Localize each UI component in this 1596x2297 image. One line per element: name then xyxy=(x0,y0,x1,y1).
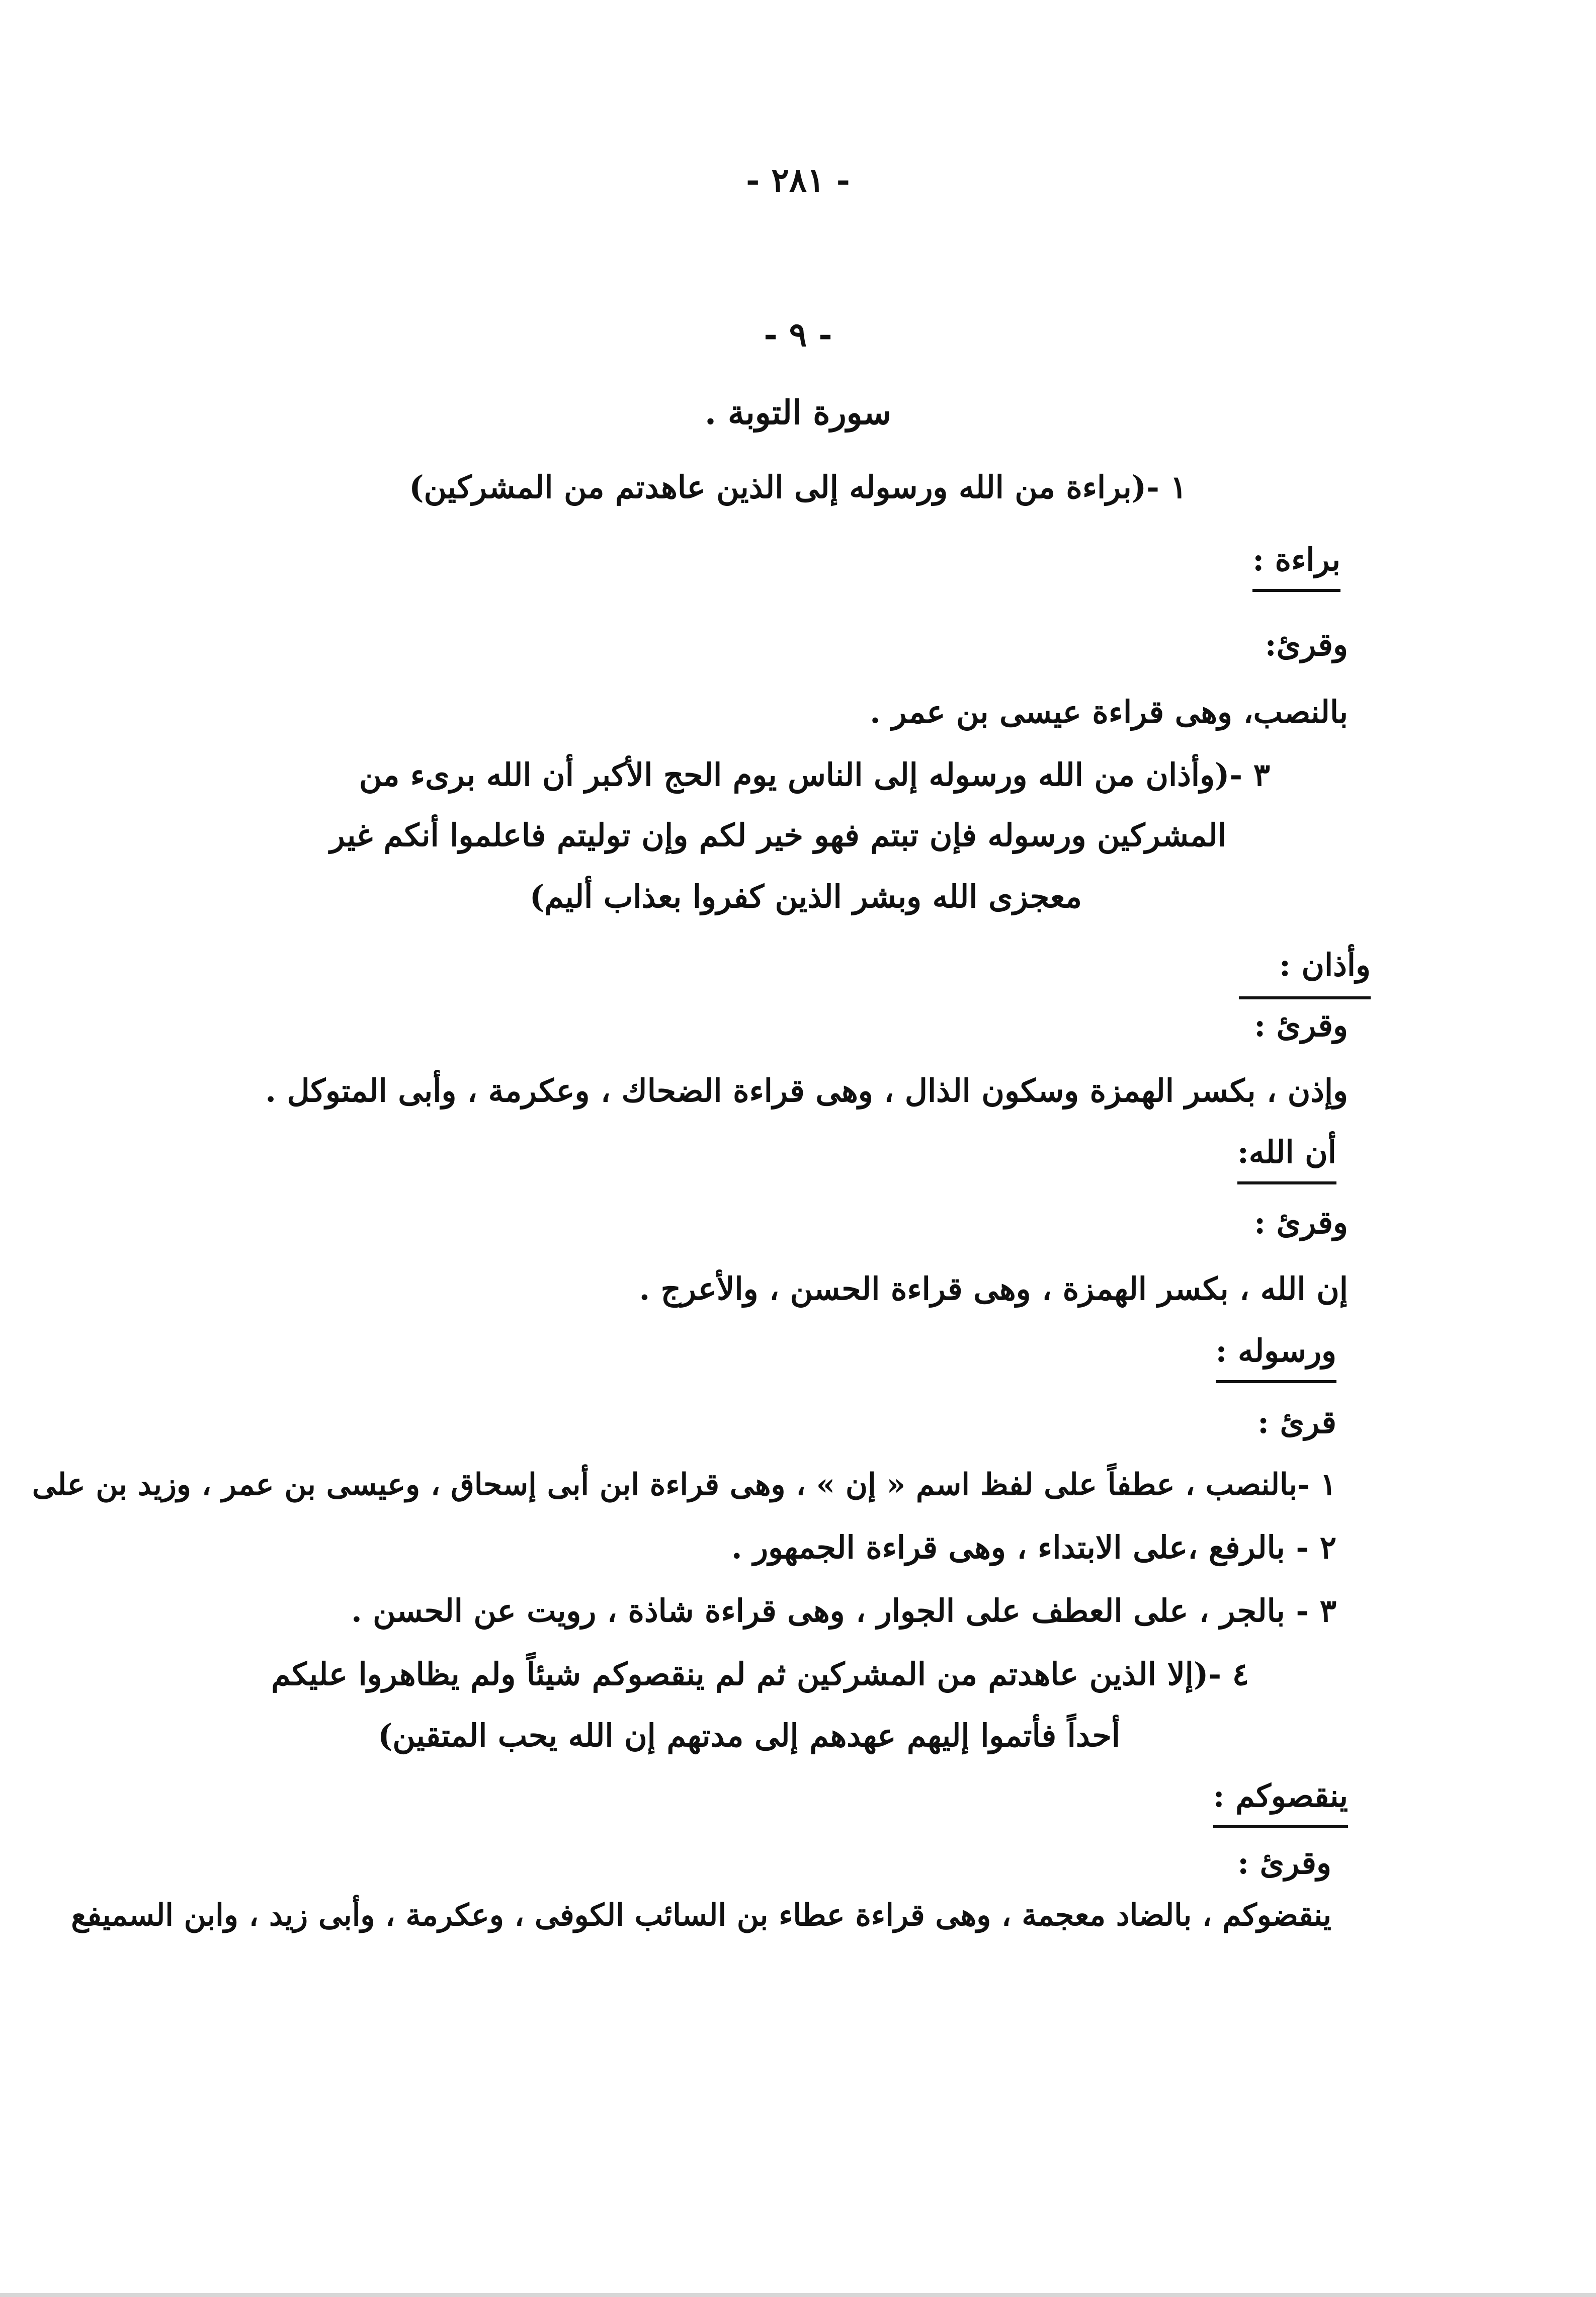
qurie-label-1: وقرئ: xyxy=(1265,626,1348,663)
reading-4-item-3: ٣ - بالجر ، على العطف على الجوار ، وهى قراءة شاذة ، رويت عن الحسن . xyxy=(351,1592,1336,1629)
page-number: - ٢٨١ - xyxy=(745,160,851,200)
qurie-label-5: وقرئ : xyxy=(1237,1844,1331,1881)
verse-3-line-2: المشركين ورسوله فإن تبتم فهو خير لكم وإن توليتم فاعلموا أنكم غير xyxy=(329,817,1226,854)
word-heading-2: وأذان : xyxy=(1239,947,1371,999)
reading-1: بالنصب، وهى قراءة عيسى بن عمر . xyxy=(870,694,1348,730)
surah-number: - ٩ - xyxy=(764,315,832,354)
word-heading-1: براءة : xyxy=(1252,541,1340,592)
verse-4-line-2: أحداً فأتموا إليهم عهدهم إلى مدتهم إن الله يحب المتقين) xyxy=(378,1717,1120,1754)
qurie-label-4: قرئ : xyxy=(1257,1404,1336,1440)
reading-3: إن الله ، بكسر الهمزة ، وهى قراءة الحسن ، والأعرج . xyxy=(639,1270,1348,1307)
page-bottom-edge xyxy=(0,2293,1596,2297)
qurie-label-2: وقرئ : xyxy=(1254,1007,1348,1044)
verse-1: ١ -(براءة من الله ورسوله إلى الذين عاهدتم من المشركين) xyxy=(409,469,1187,505)
verse-3-line-3: معجزى الله وبشر الذين كفروا بعذاب أليم) xyxy=(529,878,1082,915)
verse-3-line-1: ٣ -(وأذان من الله ورسوله إلى الناس يوم الحج الأكبر أن الله برىء من xyxy=(359,756,1270,793)
reading-2: وإذن ، بكسر الهمزة وسكون الذال ، وهى قراءة الضحاك ، وعكرمة ، وأبى المتوكل . xyxy=(265,1072,1348,1109)
reading-5: ينقضوكم ، بالضاد معجمة ، وهى قراءة عطاء بن السائب الكوفى ، وعكرمة ، وأبى زيد ، وابن السميفع xyxy=(71,1898,1331,1933)
word-heading-3: أن الله: xyxy=(1237,1134,1336,1184)
word-heading-4: ورسوله : xyxy=(1216,1332,1336,1383)
reading-4-item-2: ٢ - بالرفع ،على الابتداء ، وهى قراءة الجمهور . xyxy=(731,1529,1336,1566)
surah-title: سورة التوبة . xyxy=(705,393,891,432)
verse-4-line-1: ٤ -(إلا الذين عاهدتم من المشركين ثم لم ينقصوكم شيئاً ولم يظاهروا عليكم xyxy=(271,1656,1249,1692)
reading-4-item-1: ١ -بالنصب ، عطفاً على لفظ اسم « إن » ، وهى قراءة ابن أبى إسحاق ، وعيسى بن عمر ، وزيد بن على xyxy=(32,1467,1336,1502)
qurie-label-3: وقرئ : xyxy=(1254,1204,1348,1241)
word-heading-5: ينقصوكم : xyxy=(1213,1777,1348,1828)
